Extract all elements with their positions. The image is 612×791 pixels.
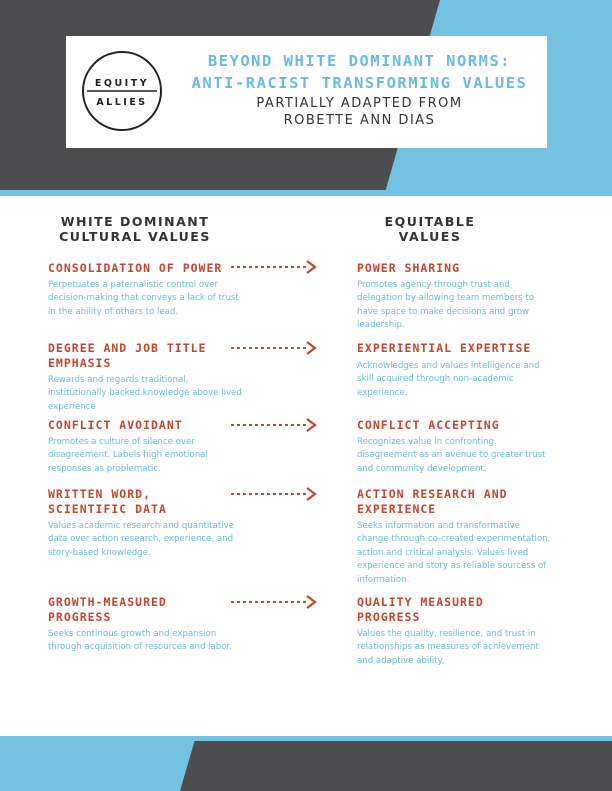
- equity-allies-logo: [81, 50, 163, 132]
- dotted-arrow-icon: [229, 594, 321, 610]
- logo-text-equity: EQUITY: [94, 78, 150, 89]
- right-description: Promotes agency through trust and delegation by allowing team members to have space to make decisions and grow leadership.: [357, 280, 535, 331]
- dotted-arrow-icon: [229, 486, 321, 502]
- right-term-line: POWER SHARING: [357, 261, 461, 275]
- right-term-line: EXPERIENTIAL EXPERTISE: [357, 341, 532, 355]
- left-term: [48, 595, 238, 625]
- column-heading-right-line2: VALUES: [398, 229, 462, 244]
- left-term-line: SCIENTIFIC DATA: [48, 502, 167, 516]
- dotted-arrow-icon: [229, 259, 321, 275]
- left-term-line: WRITTEN WORD,: [48, 487, 152, 501]
- left-term-line: CONFLICT AVOIDANT: [48, 418, 183, 432]
- dotted-arrow-icon: [229, 417, 321, 433]
- page-title-line2: ANTI-RACIST TRANSFORMING VALUES: [191, 74, 528, 92]
- left-description: Seeks continous growth and expansion through acquisition of resources and labor.: [48, 629, 232, 653]
- right-term: [357, 487, 557, 517]
- column-heading-left-line1: WHITE DOMINANT: [60, 214, 210, 229]
- left-term: [48, 418, 238, 433]
- logo-text-allies: ALLIES: [96, 97, 148, 108]
- left-term-line: GROWTH-MEASURED: [48, 595, 167, 609]
- right-term: [357, 418, 557, 433]
- left-term: [48, 261, 238, 276]
- column-heading-equitable: [330, 214, 530, 244]
- dotted-arrow-icon: [229, 340, 321, 356]
- right-term: [357, 261, 557, 276]
- page-title-line1: BEYOND WHITE DOMINANT NORMS:: [207, 52, 512, 70]
- left-term: [48, 487, 238, 517]
- subtitle-line2: ROBETTE ANN DIAS: [283, 113, 436, 128]
- column-heading-left-line2: CULTURAL VALUES: [59, 229, 211, 244]
- right-term-line: QUALITY MEASURED: [357, 595, 484, 609]
- left-term-line: CONSOLIDATION OF POWER: [48, 261, 223, 275]
- column-heading-white-dominant: [40, 214, 230, 244]
- left-description: Promotes a culture of silence over disagreement. Labels high emotional responses as problematic.: [48, 437, 208, 474]
- footer-background: [0, 736, 612, 791]
- right-description: Recognizes value in confronting disagreement as an avenue to greater trust and community development.: [357, 437, 546, 474]
- header-card: [66, 36, 547, 148]
- right-description: Acknowledges and values intelligence and skill acquired through non-academic experience.: [357, 361, 540, 398]
- left-term: [48, 341, 238, 371]
- subtitle-line1: PARTIALLY ADAPTED FROM: [256, 96, 463, 111]
- right-term-line: CONFLICT ACCEPTING: [357, 418, 500, 432]
- column-heading-right-line1: EQUITABLE: [384, 214, 476, 229]
- right-term: [357, 341, 557, 356]
- right-term-line: ACTION RESEARCH AND: [357, 487, 508, 501]
- left-term-line: DEGREE AND JOB TITLE: [48, 341, 207, 355]
- right-term-line: EXPERIENCE: [357, 502, 437, 516]
- left-description: Values academic research and quantitative data over action research, experience, and story-based knowledge.: [48, 521, 234, 558]
- left-description: Perpetuates a paternalistic control over decision-making that conveys a lack of trust in the ability of others to lead.: [48, 280, 239, 317]
- right-term: [357, 595, 557, 625]
- right-description: Seeks information and transformative change through co-created experimentation, action and critical analysis. Values lived experience and story as reliable sourcess of information.: [357, 521, 551, 585]
- left-term-line: PROGRESS: [48, 610, 112, 624]
- left-term-line: EMPHASIS: [48, 356, 112, 370]
- right-term-line: PROGRESS: [357, 610, 421, 624]
- left-description: Rewards and regards traditional, institutionally backed knowledge above lived experience: [48, 375, 242, 412]
- right-description: Values the quality, resilience, and trust in relationships as measures of achievement and adaptive ability.: [357, 629, 539, 666]
